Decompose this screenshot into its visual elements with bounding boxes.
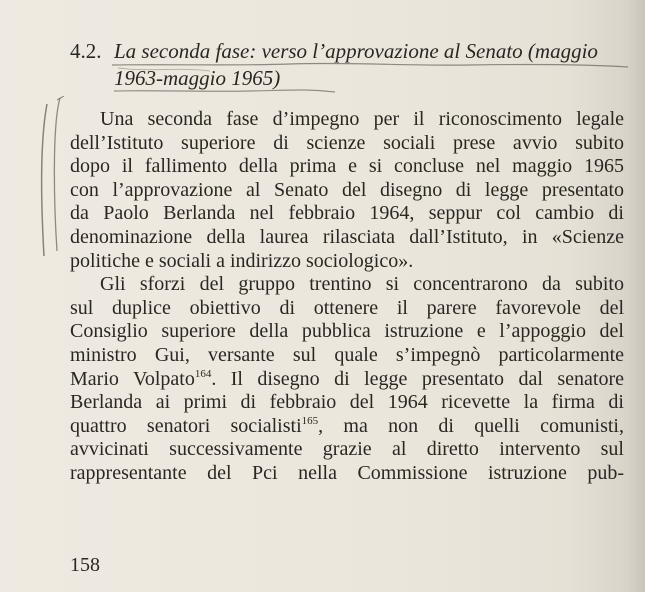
text-line: Consiglio superiore della pubblica istruzione e l’appoggio del bbox=[70, 320, 624, 343]
section-heading-line-1 bbox=[70, 38, 630, 65]
text-line: avvicinati successivamente grazie al diretto intervento sul bbox=[70, 438, 624, 461]
text-line: rappresentante del Pci nella Commissione istruzione pub- bbox=[70, 461, 624, 484]
text-line: Berlanda ai primi di febbraio del 1964 ricevette la firma di bbox=[70, 391, 624, 414]
text-line-with-footnote-164 bbox=[70, 368, 624, 392]
paragraph-2 bbox=[70, 273, 624, 485]
text-segment: , ma non di quelli comunisti, bbox=[318, 414, 624, 437]
body-text bbox=[70, 108, 624, 486]
text-line: sul duplice obiettivo di ottenere il parere favorevole del bbox=[70, 296, 624, 319]
text-line: Gli sforzi del gruppo trentino si concentrarono da subito bbox=[100, 273, 624, 296]
text-line: ministro Gui, versante sul quale s’impegnò particolarmente bbox=[70, 343, 624, 366]
footnote-reference-165: 165 bbox=[301, 414, 319, 427]
section-title-part-2: 1963-maggio 1965) bbox=[114, 66, 281, 90]
text-line: denominazione della laurea rilasciata dall’Istituto, in «Scienze bbox=[70, 225, 624, 248]
page-number: 158 bbox=[70, 554, 100, 576]
paragraph-1 bbox=[70, 108, 624, 273]
text-line-with-footnote-165 bbox=[70, 415, 624, 439]
text-line: con l’approvazione al Senato del disegno di legge presentato bbox=[70, 178, 624, 201]
section-number: 4.2. bbox=[70, 39, 102, 63]
text-line: dopo il fallimento della prima e si concluse nel maggio 1965 bbox=[70, 155, 624, 178]
text-line: Una seconda fase d’impegno per il riconoscimento legale bbox=[100, 108, 624, 130]
text-line: dell’Istituto superiore di scienze sociali prese avvio subito bbox=[70, 131, 624, 154]
section-title-part-1: La seconda fase: verso l’approvazione al Senato (maggio bbox=[114, 39, 598, 63]
text-segment: Mario Volpato bbox=[70, 367, 195, 390]
section-heading bbox=[70, 38, 630, 92]
text-segment: quattro senatori socialisti bbox=[70, 414, 302, 437]
footnote-reference-164: 164 bbox=[194, 367, 212, 380]
text-segment: . Il disegno di legge presentato dal senatore bbox=[211, 367, 624, 390]
text-line: politiche e sociali a indirizzo sociologico». bbox=[70, 249, 414, 272]
text-line: da Paolo Berlanda nel febbraio 1964, seppur col cambio di bbox=[70, 202, 624, 225]
pencil-margin-bracket bbox=[30, 96, 70, 266]
